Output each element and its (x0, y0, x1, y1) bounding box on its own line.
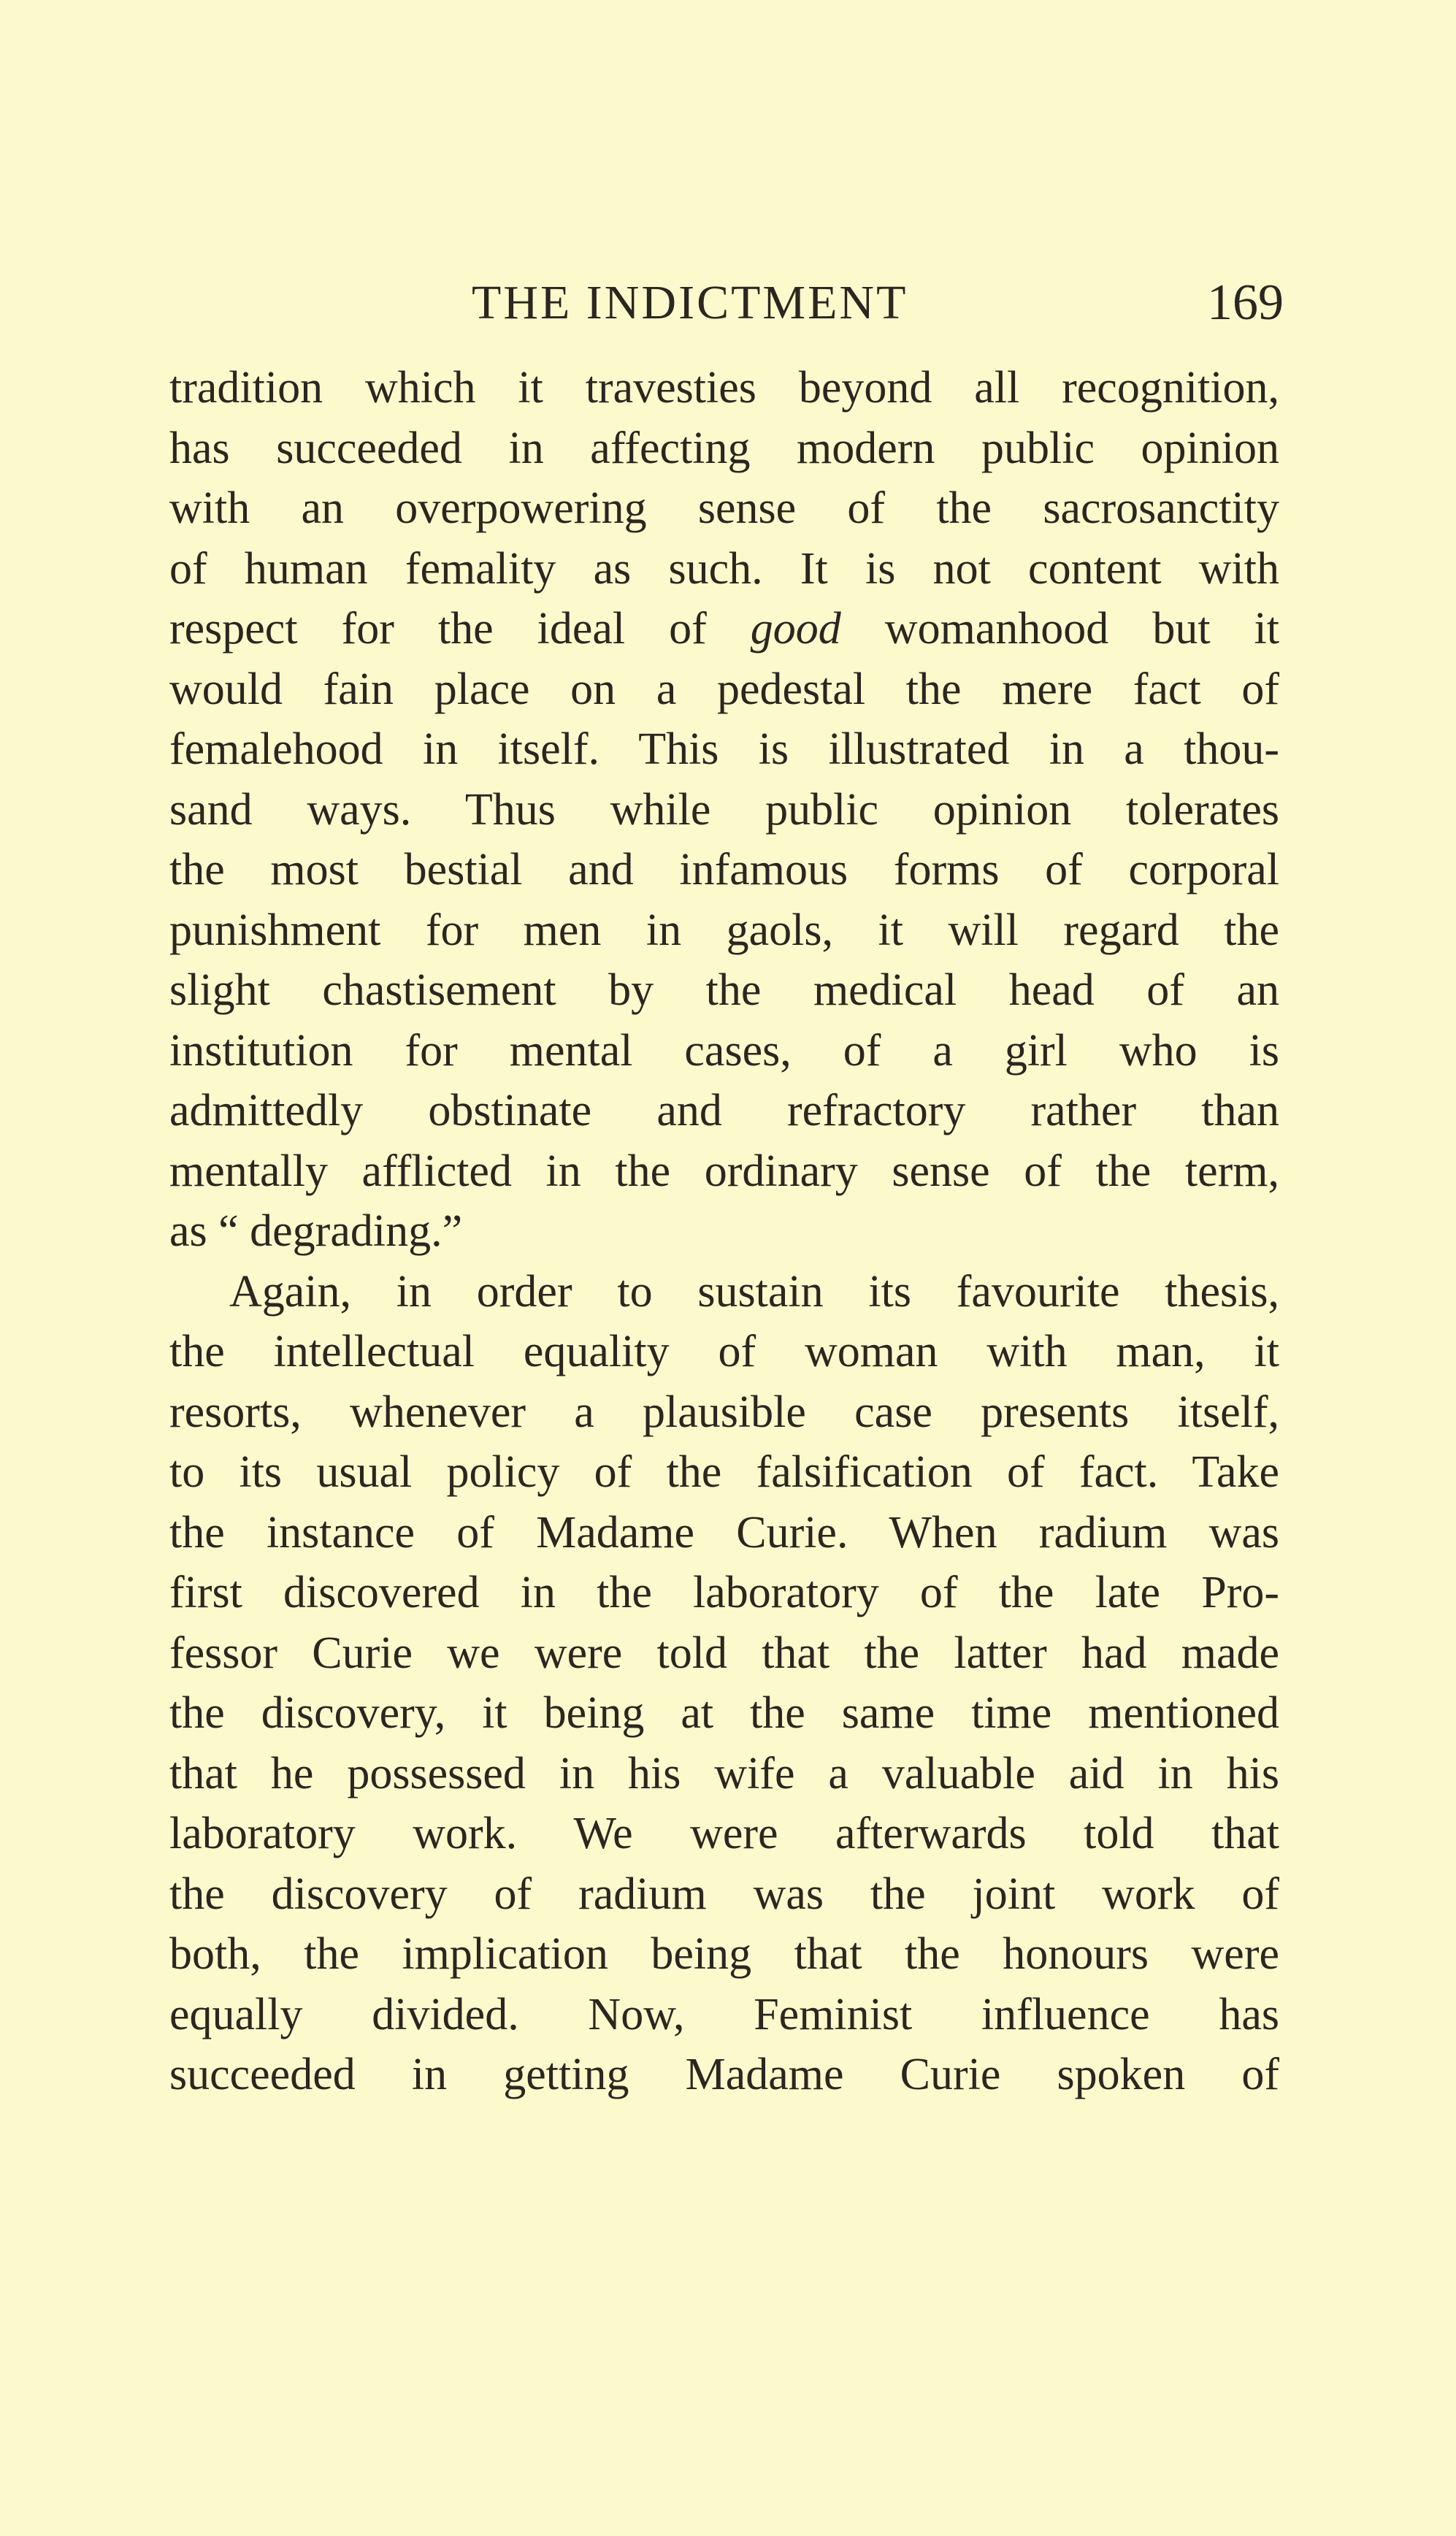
text-line: both, the implication being that the honours were (169, 1929, 1279, 1979)
text-line: punishment for men in gaols, it will regard the (169, 905, 1279, 955)
text-line: the discovery of radium was the joint work of (169, 1869, 1279, 1919)
text-line: tradition which it travesties beyond all recognition, (169, 363, 1279, 413)
text-line: the discovery, it being at the same time mentioned (169, 1688, 1279, 1738)
text-line (169, 599, 1279, 659)
text-segment: womanhood but it (840, 604, 1279, 654)
running-title: THE INDICTMENT (472, 276, 908, 329)
text-line: equally divided. Now, Feminist influence has (169, 1989, 1279, 2039)
text-line: slight chastisement by the medical head of an (169, 965, 1279, 1015)
text-line: admittedly obstinate and refractory rather than (169, 1086, 1279, 1135)
text-line: to its usual policy of the falsification of fact. Take (169, 1447, 1279, 1497)
text-line: the most bestial and infamous forms of corporal (169, 845, 1279, 895)
text-line: laboratory work. We were afterwards told that (169, 1809, 1279, 1858)
paragraph-2 (169, 1262, 1279, 2105)
paragraph-1 (169, 358, 1279, 1262)
body-text (169, 358, 1279, 2105)
text-line: would fain place on a pedestal the mere fact of (169, 664, 1279, 714)
running-head (172, 270, 1284, 336)
text-line: first discovered in the laboratory of the late Pro- (169, 1568, 1279, 1617)
text-line: resorts, whenever a plausible case presents itself, (169, 1387, 1279, 1437)
text-line: the intellectual equality of woman with man, it (169, 1327, 1279, 1376)
text-line: as “ degrading.” (169, 1206, 463, 1256)
text-line: has succeeded in affecting modern public opinion (169, 423, 1279, 473)
text-segment: respect for the ideal of (169, 604, 751, 654)
text-line: Again, in order to sustain its favourite thesis, (229, 1266, 1279, 1317)
text-line: femalehood in itself. This is illustrated in a thou- (169, 724, 1279, 774)
text-line: the instance of Madame Curie. When radium was (169, 1507, 1279, 1558)
emphasis-good: good (750, 604, 841, 654)
text-line: that he possessed in his wife a valuable aid in his (169, 1748, 1279, 1798)
text-line: with an overpowering sense of the sacrosanctity (169, 483, 1279, 533)
text-line: of human femality as such. It is not content with (169, 543, 1279, 594)
text-line: fessor Curie we were told that the latter had made (169, 1628, 1279, 1678)
text-line: institution for mental cases, of a girl who is (169, 1025, 1279, 1076)
text-line: mentally afflicted in the ordinary sense of the term, (169, 1146, 1279, 1196)
text-line: sand ways. Thus while public opinion tolerates (169, 784, 1279, 835)
text-line: succeeded in getting Madame Curie spoken of (169, 2050, 1279, 2099)
page-number: 169 (1207, 275, 1284, 331)
